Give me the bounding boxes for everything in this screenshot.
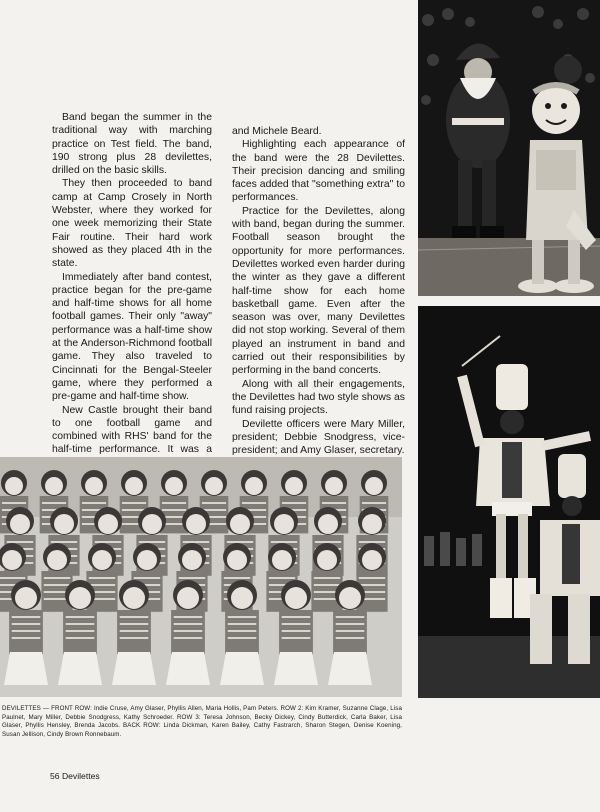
article-column-2 bbox=[232, 125, 405, 457]
uniform-stripe bbox=[242, 502, 266, 504]
face bbox=[47, 550, 67, 570]
uniform-stripe bbox=[89, 584, 115, 586]
face bbox=[231, 587, 253, 609]
uniform-stripe bbox=[66, 630, 95, 632]
face bbox=[272, 550, 292, 570]
face bbox=[137, 550, 157, 570]
uniform-stripe bbox=[282, 630, 311, 632]
face bbox=[318, 514, 338, 534]
face bbox=[54, 514, 74, 534]
uniform-stripe bbox=[44, 577, 70, 579]
photo-caption: DEVILETTES — FRONT ROW: Indie Cruse, Amy Glaser, Phyllis Allen, Maria Hollis, Pam Peters. ROW 2: Kim Kramer, Suzanne Clage, Lisa Paulnet, Mary Miller, Debbie Snodgress, Kathy Schroeder. ROW 3: Teresa Johnson, Becky Dickey, Cindy Butterdick, Carla Baker, Lisa Glaser, Phyllis Hensley, Brenda Jacobs. BACK ROW: Linda Dickman, Karen Bailey, Cathy Fastrarch, Sharon Stegen, Denise Koening, Susan Jellison, Cindy Brown Ronnebaum. bbox=[2, 705, 402, 738]
face bbox=[205, 477, 223, 495]
uniform-stripe bbox=[179, 577, 205, 579]
uniform-stripe bbox=[122, 502, 146, 504]
uniform-stripe bbox=[120, 623, 149, 625]
face bbox=[230, 514, 250, 534]
uniform-stripe bbox=[228, 630, 257, 632]
uniform-stripe bbox=[12, 637, 41, 639]
uniform-stripe bbox=[95, 541, 121, 543]
face bbox=[125, 477, 143, 495]
uniform-stripe bbox=[228, 637, 257, 639]
face bbox=[92, 550, 112, 570]
face bbox=[285, 477, 303, 495]
drum-major-photo bbox=[418, 306, 600, 698]
face bbox=[2, 550, 22, 570]
uniform-stripe bbox=[7, 541, 33, 543]
uniform-stripe bbox=[282, 637, 311, 639]
uniform-stripe bbox=[66, 623, 95, 625]
face bbox=[10, 514, 30, 534]
face bbox=[325, 477, 343, 495]
face bbox=[182, 550, 202, 570]
uniform-stripe bbox=[202, 509, 226, 511]
skirt bbox=[58, 652, 102, 685]
skirt bbox=[220, 652, 264, 685]
face bbox=[339, 587, 361, 609]
uniform-stripe bbox=[282, 502, 306, 504]
uniform-stripe bbox=[336, 630, 365, 632]
skirt bbox=[274, 652, 318, 685]
face bbox=[285, 587, 307, 609]
uniform-stripe bbox=[359, 541, 385, 543]
uniform-stripe bbox=[271, 541, 297, 543]
skirt bbox=[166, 652, 210, 685]
uniform-stripe bbox=[315, 541, 341, 543]
uniform-stripe bbox=[336, 623, 365, 625]
uniform-stripe bbox=[227, 541, 253, 543]
uniform-stripe bbox=[162, 502, 186, 504]
face bbox=[362, 514, 382, 534]
face bbox=[142, 514, 162, 534]
face bbox=[85, 477, 103, 495]
uniform-stripe bbox=[66, 616, 95, 618]
uniform-stripe bbox=[2, 502, 26, 504]
uniform-stripe bbox=[120, 616, 149, 618]
uniform-stripe bbox=[42, 502, 66, 504]
uniform-stripe bbox=[183, 541, 209, 543]
uniform-stripe bbox=[224, 577, 250, 579]
paragraph: and Michele Beard. bbox=[232, 126, 322, 137]
face bbox=[274, 514, 294, 534]
page-folio: 56 Devilettes bbox=[50, 771, 100, 781]
santa-costume-photo bbox=[418, 0, 600, 296]
uniform-stripe bbox=[134, 577, 160, 579]
skirt bbox=[112, 652, 156, 685]
uniform-stripe bbox=[282, 623, 311, 625]
uniform-stripe bbox=[120, 637, 149, 639]
face bbox=[177, 587, 199, 609]
uniform-stripe bbox=[202, 502, 226, 504]
uniform-stripe bbox=[174, 623, 203, 625]
uniform-stripe bbox=[174, 637, 203, 639]
uniform-stripe bbox=[359, 577, 385, 579]
face bbox=[362, 550, 382, 570]
uniform-stripe bbox=[362, 502, 386, 504]
uniform-stripe bbox=[314, 577, 340, 579]
uniform-stripe bbox=[12, 623, 41, 625]
uniform-stripe bbox=[122, 509, 146, 511]
uniform-stripe bbox=[139, 541, 165, 543]
uniform-stripe bbox=[66, 637, 95, 639]
face bbox=[165, 477, 183, 495]
uniform-stripe bbox=[336, 616, 365, 618]
face bbox=[15, 587, 37, 609]
uniform-stripe bbox=[314, 584, 340, 586]
skirt bbox=[4, 652, 48, 685]
paragraph: New Castle brought their band to one football game and combined with RHS' band for the half-time performance. It was a bbox=[52, 404, 212, 456]
face bbox=[365, 477, 383, 495]
uniform-stripe bbox=[336, 637, 365, 639]
face bbox=[98, 514, 118, 534]
uniform-stripe bbox=[82, 502, 106, 504]
uniform-stripe bbox=[174, 616, 203, 618]
face bbox=[245, 477, 263, 495]
uniform-stripe bbox=[44, 584, 70, 586]
paragraph: Practice for the Devilettes, along with band, began during the summer. Football season brought the opportunity for more performances. Devilettes worked even harder during the winter as they gave a different half-time show for each home basketball game. Even after the season was over, many Devilettes did not stop working. Several of them played an instrument in band and carried out their responsibilities by performing in the band concerts. bbox=[232, 205, 405, 377]
face bbox=[5, 477, 23, 495]
skirt bbox=[328, 652, 372, 685]
uniform-stripe bbox=[282, 616, 311, 618]
face bbox=[227, 550, 247, 570]
uniform-stripe bbox=[228, 623, 257, 625]
uniform-stripe bbox=[51, 541, 77, 543]
uniform-stripe bbox=[120, 630, 149, 632]
paragraph: Band began the summer in the traditional way with marching practice on Test field. The band, 190 strong plus 28 devilettes, drilled on the basic skills. bbox=[52, 112, 212, 177]
paragraph: Immediately after band contest, practice began for the pre-game and half-time shows for all home football games. Their only "away" performance was a half-time show at the Anderson-Richmond football game. They also traveled to Cincinnati for the Bengal-Steeler game, where they performed a pre-game and half-time show. bbox=[52, 271, 212, 403]
uniform-stripe bbox=[174, 630, 203, 632]
uniform-stripe bbox=[12, 630, 41, 632]
face bbox=[69, 587, 91, 609]
face bbox=[186, 514, 206, 534]
face bbox=[317, 550, 337, 570]
uniform-stripe bbox=[228, 616, 257, 618]
uniform-stripe bbox=[359, 584, 385, 586]
paragraph: Along with all their engagements, the Devilettes had two style shows as fund raising projects. bbox=[232, 378, 405, 417]
uniform-stripe bbox=[269, 577, 295, 579]
devilettes-group-photo bbox=[0, 457, 402, 697]
uniform-stripe bbox=[12, 616, 41, 618]
uniform-stripe bbox=[89, 577, 115, 579]
uniform-stripe bbox=[162, 509, 186, 511]
paragraph: They then proceeded to band camp at Camp Crosely in North Webster, where they worked for one week memorizing their State Fair routine. Their hard work showed as they placed 4th in the state. bbox=[52, 178, 212, 270]
paragraph: Devilette officers were Mary Miller, president; Debbie Snodgress, vice-president; and Amy Glaser, secretary. bbox=[232, 418, 405, 457]
face bbox=[45, 477, 63, 495]
uniform-stripe bbox=[322, 502, 346, 504]
paragraph: Highlighting each appearance of the band were the 28 Devilettes. Their precision dancing and smiling faces added that "something extra" to performances. bbox=[232, 139, 405, 204]
face bbox=[123, 587, 145, 609]
uniform-stripe bbox=[0, 577, 25, 579]
